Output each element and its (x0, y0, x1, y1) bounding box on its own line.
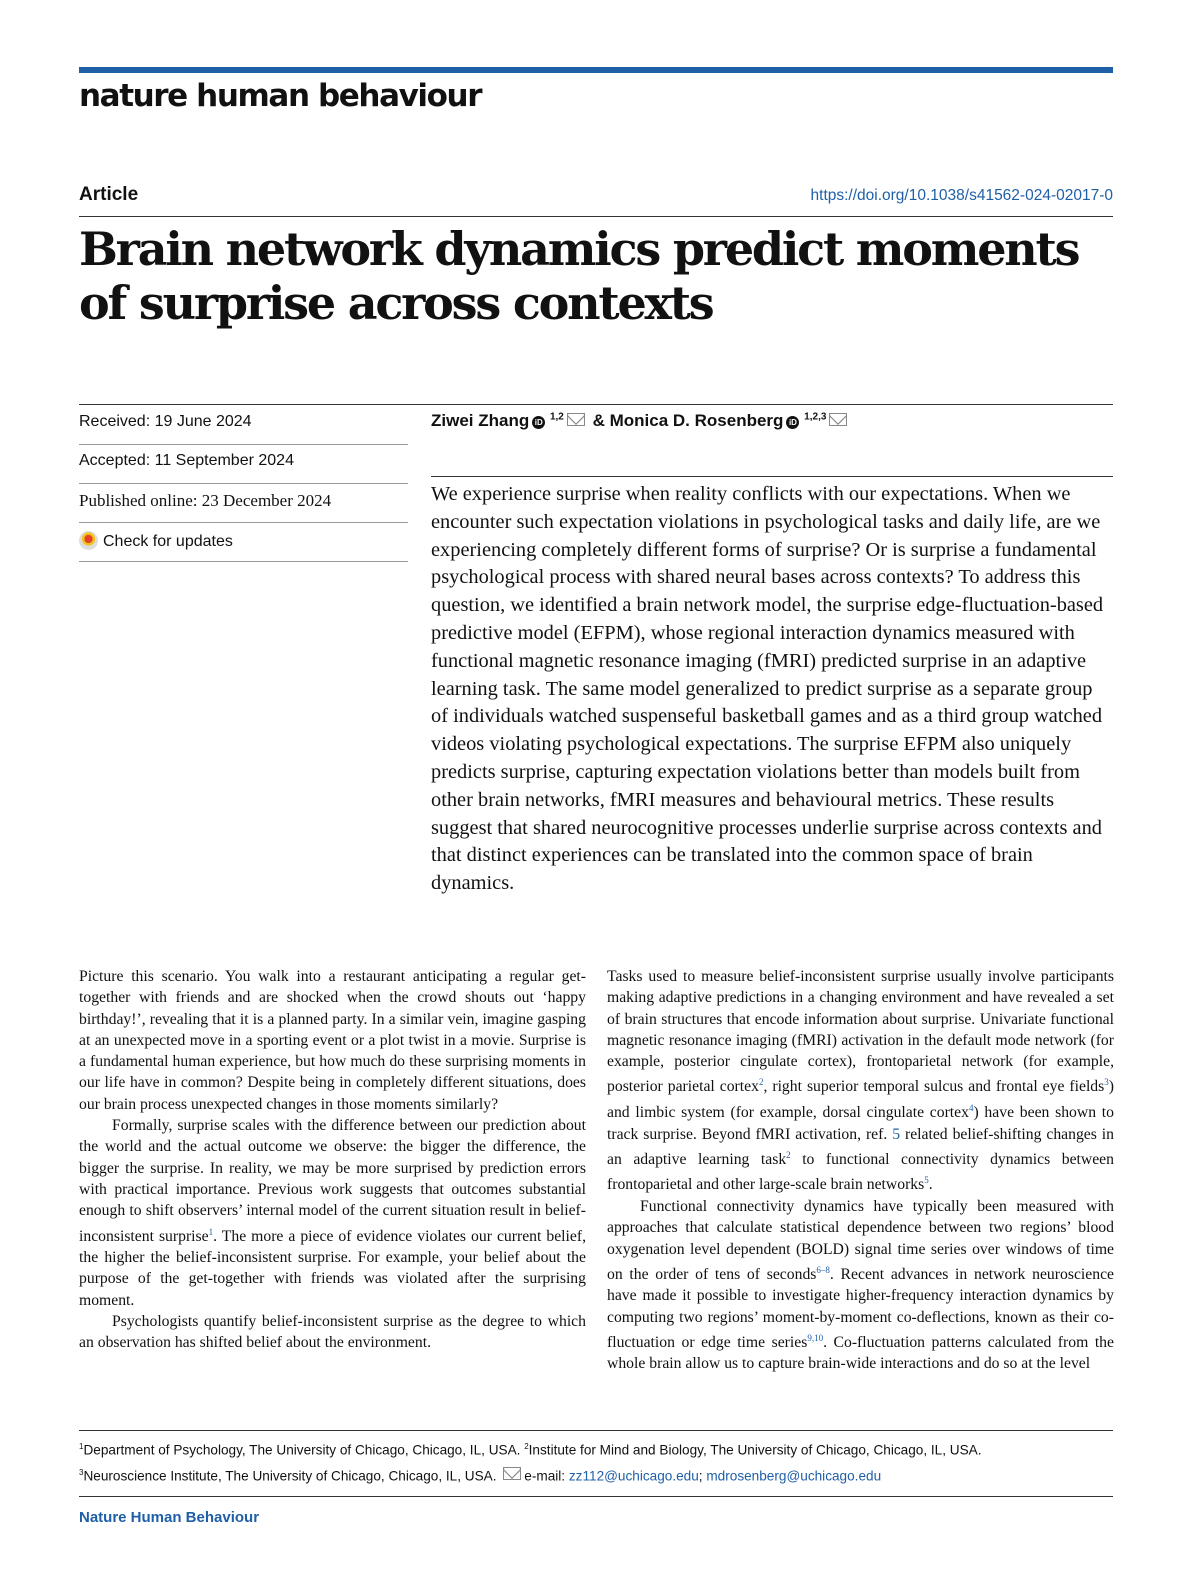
author-name[interactable]: Monica D. Rosenberg (609, 411, 784, 430)
citation-link[interactable]: 3 (1104, 1077, 1109, 1088)
citation-link[interactable]: 5 (924, 1175, 929, 1186)
article-title: Brain network dynamics predict moments of surprise across contexts (79, 222, 1079, 330)
check-updates-label: Check for updates (103, 533, 233, 550)
check-for-updates-button[interactable] (79, 531, 233, 551)
meta-divider (79, 444, 408, 445)
citation-link[interactable]: 4 (968, 1103, 974, 1114)
orcid-icon[interactable]: iD (786, 416, 799, 429)
author-separator: & (592, 411, 605, 430)
body-column-right (607, 966, 1114, 1375)
body-paragraph: Tasks used to measure belief-inconsistent surprise usually involve participants making adaptive predictions in a changing environment and have revealed a set of brain structures that encode information about surprise. Univariate functional magnetic resonance imaging (fMRI) activation in the default mode network (for example, posterior cingulate cortex), frontoparietal network (for example, posterior parietal cortex$^2$, right superior temporal sulcus and frontal eye fields$^3$) and limbic system (for example, dorsal cingulate cortex$^4$) have been shown to track surprise. Beyond fMRI activation, ref. 5 related belief-shifting changes in an adaptive learning task$^2$ to functional connectivity dynamics between frontoparietal and other large-scale brain networks$^5$. (607, 968, 1114, 1194)
meta-divider (79, 522, 408, 523)
body-column-left (79, 966, 586, 1354)
citation-link[interactable]: 5 (892, 1125, 901, 1143)
accepted-date: Accepted: 11 September 2024 (79, 452, 294, 469)
title-divider (79, 216, 1113, 217)
affiliations-divider (79, 1430, 1113, 1431)
citation-link[interactable]: 9,10 (807, 1332, 824, 1343)
footer-divider (79, 1496, 1113, 1497)
header-accent-bar (79, 67, 1113, 73)
orcid-icon[interactable]: iD (532, 416, 545, 429)
citation-link[interactable]: 6–8 (816, 1264, 830, 1275)
author-affiliations: 1,2,3 (804, 411, 827, 423)
meta-top-divider (79, 404, 1113, 405)
citation-link[interactable]: 2 (758, 1077, 764, 1088)
received-date: Received: 19 June 2024 (79, 413, 252, 430)
published-date: Published online: 23 December 2024 (79, 491, 332, 510)
email-link[interactable]: zz112@uchicago.edu (568, 1468, 699, 1484)
citation-link[interactable]: 1 (208, 1226, 214, 1237)
abstract-divider (431, 476, 1113, 477)
author-list (431, 411, 850, 431)
meta-divider (79, 561, 408, 562)
footer-journal-name[interactable]: Nature Human Behaviour (79, 1509, 260, 1526)
article-type-label: Article (79, 184, 139, 205)
body-paragraph: Functional connectivity dynamics have typically been measured with approaches that calculate statistical dependence between two regions’ blood oxygenation level dependent (BOLD) signal time series over windows of time on the order of tens of seconds$^{6-8}$. Recent advances in network neuroscience have made it possible to investigate higher-frequency interaction dynamics by computing two regions’ moment-by-moment co-deflections, known as their co-fluctuation or edge time series$^{9,10}$. Co-fluctuation patterns calculated from the whole brain allow us to capture brain-wide interactions and do so at the level (607, 1197, 1114, 1373)
check-updates-icon (79, 531, 98, 550)
affiliation-line: $^3$Neuroscience Institute, The University of Chicago, Chicago, IL, USA. e-mail: zz112@uchicago.edu; mdrosenberg@uchicago.edu (79, 1467, 882, 1484)
email-icon (503, 1467, 521, 1480)
affiliations (79, 1436, 1119, 1487)
meta-divider (79, 483, 408, 484)
body-paragraph: Picture this scenario. You walk into a restaurant anticipating a regular get-together with friends and are shocked when the crowd shouts out ‘happy birthday!’, revealing that it is a planned party. In a similar vein, imagine gasping at an unexpected move in a sporting event or a plot twist in a movie. Surprise is a fundamental human experience, but how much do these surprising moments in our life have in common? Despite being in completely different situations, does our brain process unexpected changes in those moments similarly? (79, 968, 586, 1113)
doi-link[interactable]: https://doi.org/10.1038/s41562-024-02017-0 (810, 187, 1113, 204)
citation-link[interactable]: 2 (786, 1149, 791, 1160)
journal-logo: nature human behaviour (79, 78, 482, 114)
body-paragraph: Formally, surprise scales with the difference between our prediction about the world and the actual outcome we observe: the bigger the difference, the bigger the surprise. In reality, we may be more surprised by prediction errors with practical importance. Previous work suggests that outcomes substantial enough to shift observers’ internal model of the current situation result in belief-inconsistent surprise$^1$. The more a piece of evidence violates our current belief, the higher the belief-inconsistent surprise. For example, your belief about the purpose of the get-together with friends was violated after the surprising moment. (79, 1117, 586, 1309)
affiliation-line: $^1$Department of Psychology, The University of Chicago, Chicago, IL, USA. $^2$Institute for Mind and Biology, The University of Chicago, Chicago, IL, USA. (79, 1442, 982, 1458)
email-link[interactable]: mdrosenberg@uchicago.edu (706, 1468, 882, 1484)
body-paragraph: Psychologists quantify belief-inconsistent surprise as the degree to which an observation has shifted belief about the environment. (79, 1312, 586, 1352)
author-affiliations: 1,2 (549, 411, 564, 423)
email-icon[interactable] (829, 413, 847, 426)
abstract: We experience surprise when reality conflicts with our expectations. When we encounter such expectation violations in psychological tasks and daily life, are we experiencing completely different forms of surprise? Or is surprise a fundamental psychological process with shared neural bases across contexts? To address this question, we identified a brain network model, the surprise edge-fluctuation-based predictive model (EFPM), whose regional interaction dynamics measured with functional magnetic resonance imaging (fMRI) predicted surprise in an adaptive learning task. The same model generalized to predict surprise as a separate group of individuals watched suspenseful basketball games and as a third group watched videos violating psychological expectations. The surprise EFPM also uniquely predicts surprise, capturing expectation violations better than models built from other brain networks, fMRI measures and behavioural metrics. These results suggest that shared neurocognitive processes underlie surprise across contexts and that distinct experiences can be translated into the common space of brain dynamics. (431, 483, 1104, 895)
author-name[interactable]: Ziwei Zhang (431, 411, 530, 430)
email-icon[interactable] (567, 413, 585, 426)
